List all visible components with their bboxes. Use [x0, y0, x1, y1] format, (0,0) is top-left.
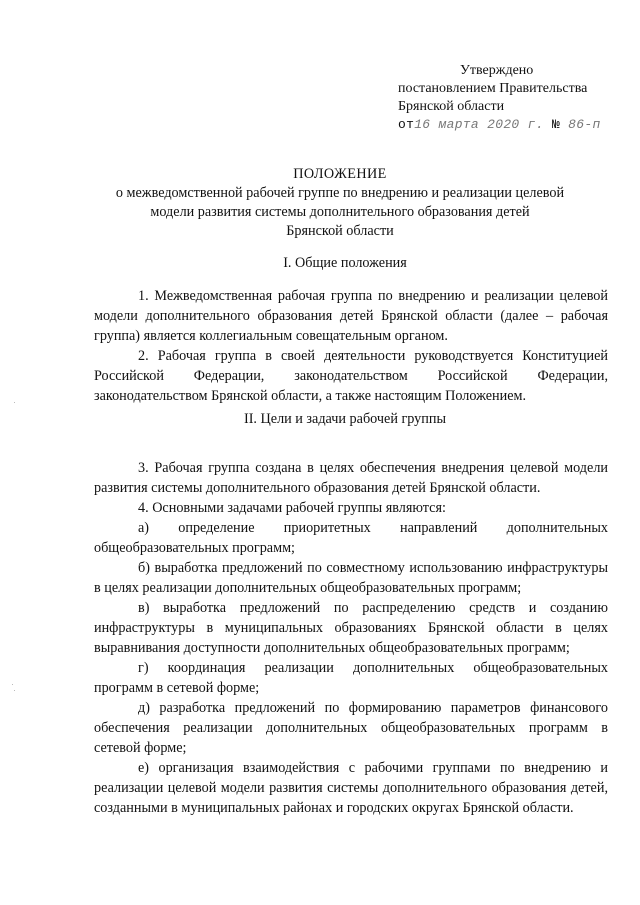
approval-line-region: Брянской области: [398, 99, 505, 114]
approval-number-stamp: 86-п: [568, 117, 601, 132]
scan-speck: [14, 402, 15, 403]
approval-line-date-number: [398, 116, 628, 134]
approval-date-prefix: от: [398, 117, 415, 132]
document-title-line-2: модели развития системы дополнительного образования детей: [150, 204, 530, 220]
approval-block: [398, 62, 628, 134]
task-b: б) выработка предложений по совместному использованию инфраструктуры в целях реализации дополнительных общеобразовательных программ;: [94, 560, 608, 596]
document-title-line-1: о межведомственной рабочей группе по внедрению и реализации целевой: [115, 185, 565, 201]
approval-line-resolution: постановлением Правительства: [398, 81, 588, 96]
approval-number-label: №: [551, 117, 561, 132]
approval-date-stamp: 16 марта 2020 г.: [414, 117, 544, 132]
document-title-main: ПОЛОЖЕНИЕ: [293, 166, 387, 182]
paragraph-3: 3. Рабочая группа создана в целях обеспечения внедрения целевой модели развития системы дополнительного образования детей Брянской области.: [94, 460, 608, 496]
task-c: в) выработка предложений по распределению средств и созданию инфраструктуры в муниципальных образованиях Брянской области в целях выравнивания доступности дополнительных общеобразовательных программ;: [94, 600, 608, 656]
paragraph-1: 1. Межведомственная рабочая группа по внедрению и реализации целевой модели дополнительного образования детей Брянской области (далее – рабочая группа) является коллегиальным совещательным органом.: [94, 288, 608, 344]
section-2-heading: II. Цели и задачи рабочей группы: [243, 411, 446, 427]
paragraph-4: 4. Основными задачами рабочей группы являются:: [138, 500, 446, 516]
task-f: е) организация взаимодействия с рабочими группами по внедрению и реализации целевой модели развития системы дополнительного образования детей, созданными в муниципальных районах и городских округах Брянской области.: [94, 760, 608, 816]
scan-speck: [12, 684, 13, 685]
document-title: [90, 165, 590, 241]
section-1-body: [94, 286, 608, 406]
task-d: г) координация реализации дополнительных общеобразовательных программ в сетевой форме;: [94, 660, 608, 696]
task-e: д) разработка предложений по формированию параметров финансового обеспечения реализации дополнительных общеобразовательных программ в сетевой форме;: [94, 700, 608, 756]
paragraph-2: 2. Рабочая группа в своей деятельности руководствуется Конституцией Российской Федерации, законодательством Российской Федерации, законодательством Брянской области, а также настоящим Положением.: [94, 348, 608, 404]
scan-speck: [14, 690, 15, 691]
approval-line-approved: Утверждено: [460, 63, 534, 78]
section-1-heading: I. Общие положения: [283, 255, 407, 271]
document-title-line-3: Брянской области: [286, 223, 394, 239]
section-2-body: [94, 458, 608, 818]
task-a: а) определение приоритетных направлений дополнительных общеобразовательных программ;: [94, 520, 608, 556]
